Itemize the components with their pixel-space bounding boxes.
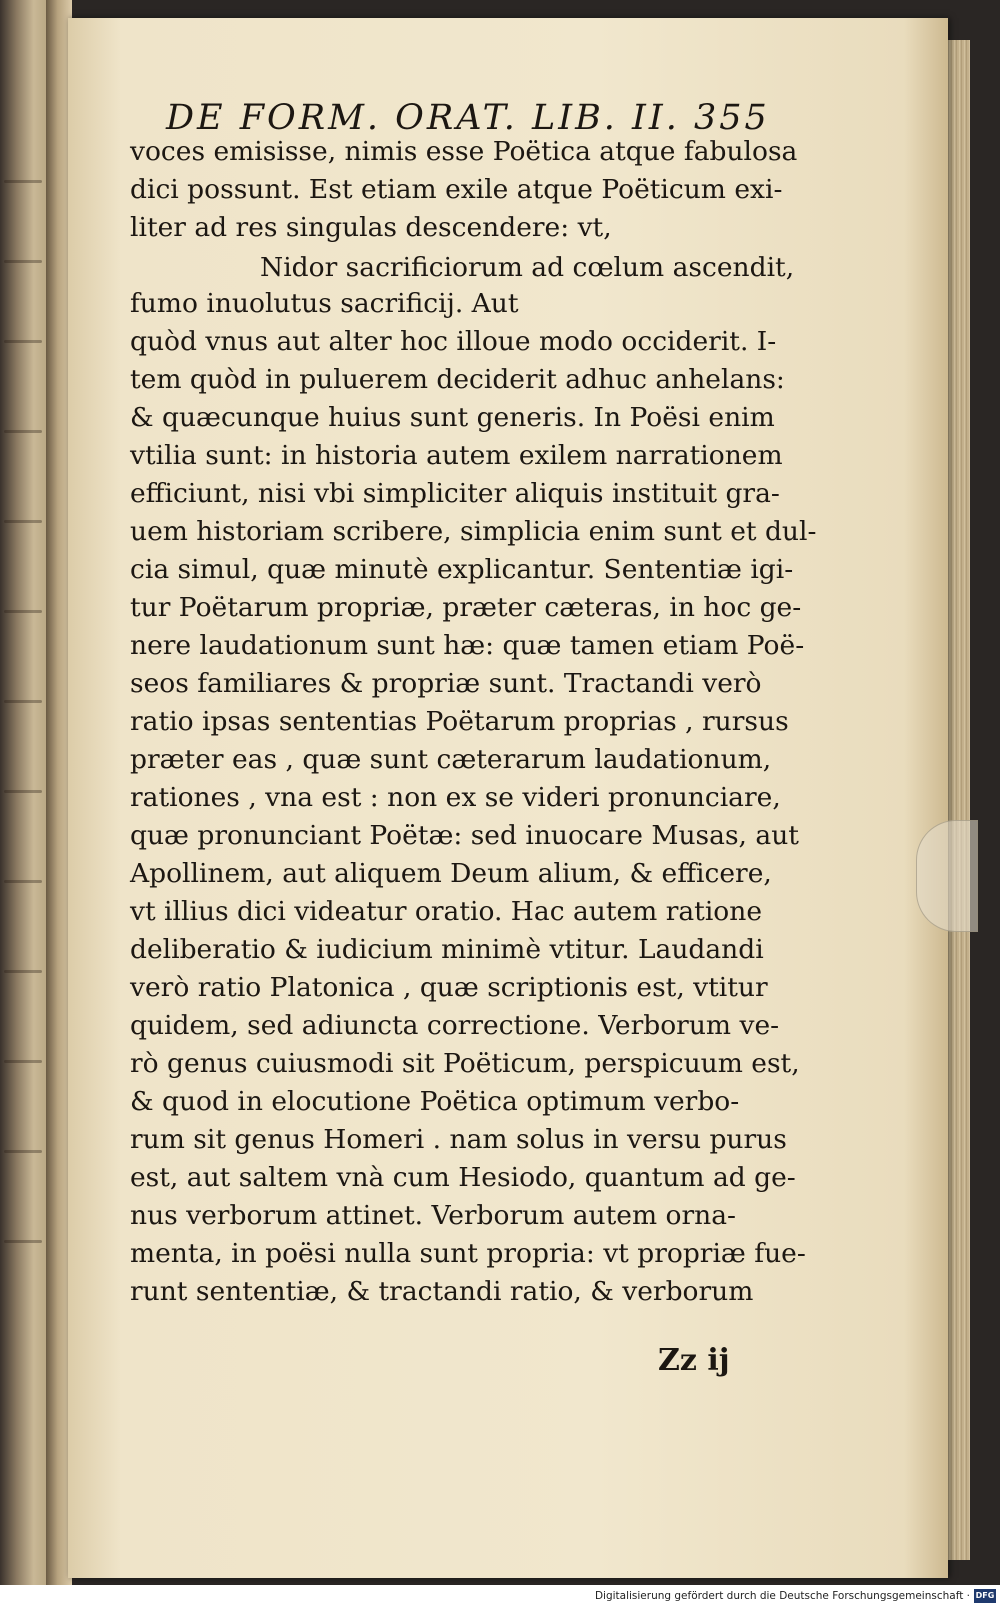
book-page bbox=[68, 18, 948, 1578]
text-line: tem quòd in puluerem deciderit adhuc anhelans: bbox=[130, 364, 785, 395]
page-tab-marker bbox=[916, 820, 978, 932]
verse-line: Nidor sacrificiorum ad cœlum ascendit, bbox=[260, 252, 795, 283]
text-line: nus verborum attinet. Verborum autem orna- bbox=[130, 1200, 736, 1231]
text-line: cia simul, quæ minutè explicantur. Sententiæ igi- bbox=[130, 554, 794, 585]
facing-page-edge bbox=[0, 0, 48, 1585]
text-line: & quod in elocutione Poëtica optimum verbo- bbox=[130, 1086, 740, 1117]
text-line: & quæcunque huius sunt generis. In Poësi enim bbox=[130, 402, 775, 433]
text-line: uem historiam scribere, simplicia enim sunt et dul- bbox=[130, 516, 817, 547]
text-line: seos familiares & propriæ sunt. Tractandi verò bbox=[130, 668, 762, 699]
text-line: vtilia sunt: in historia autem exilem narrationem bbox=[130, 440, 783, 471]
text-line: tur Poëtarum propriæ, præter cæteras, in hoc ge- bbox=[130, 592, 802, 623]
text-line: liter ad res singulas descendere: vt, bbox=[130, 212, 612, 243]
text-line: quòd vnus aut alter hoc illoue modo occiderit. I- bbox=[130, 326, 777, 357]
text-line: rò genus cuiusmodi sit Poëticum, perspicuum est, bbox=[130, 1048, 800, 1079]
text-line: fumo inuolutus sacrificij. Aut bbox=[130, 288, 519, 319]
dfg-logo-icon: DFG bbox=[974, 1589, 996, 1603]
text-line: nere laudationum sunt hæ: quæ tamen etiam Poë- bbox=[130, 630, 805, 661]
dfg-credit: Digitalisierung gefördert durch die Deutsche Forschungsgemeinschaft · bbox=[594, 1590, 970, 1602]
running-head: DE FORM. ORAT. LIB. II. 355 bbox=[166, 98, 770, 138]
text-line: Apollinem, aut aliquem Deum alium, & efficere, bbox=[130, 858, 772, 889]
text-line: voces emisisse, nimis esse Poëtica atque fabulosa bbox=[130, 136, 798, 167]
footer-bar bbox=[0, 1585, 1000, 1610]
text-line: deliberatio & iudicium minimè vtitur. Laudandi bbox=[130, 934, 764, 965]
text-line: runt sententiæ, & tractandi ratio, & verborum bbox=[130, 1276, 754, 1307]
text-line: menta, in poësi nulla sunt propria: vt propriæ fue- bbox=[130, 1238, 806, 1269]
signature-mark: Zz ij bbox=[658, 1343, 730, 1378]
text-line: dici possunt. Est etiam exile atque Poëticum exi- bbox=[130, 174, 783, 205]
text-line: præter eas , quæ sunt cæterarum laudationum, bbox=[130, 744, 772, 775]
text-line: quidem, sed adiuncta correctione. Verborum ve- bbox=[130, 1010, 780, 1041]
text-line: vt illius dici videatur oratio. Hac autem ratione bbox=[130, 896, 763, 927]
text-line: rum sit genus Homeri . nam solus in versu purus bbox=[130, 1124, 787, 1155]
page-stack-edge bbox=[948, 40, 970, 1560]
text-line: efficiunt, nisi vbi simpliciter aliquis instituit gra- bbox=[130, 478, 780, 509]
text-line: verò ratio Platonica , quæ scriptionis est, vtitur bbox=[130, 972, 768, 1003]
text-line: ratio ipsas sententias Poëtarum proprias , rursus bbox=[130, 706, 789, 737]
text-line: est, aut saltem vnà cum Hesiodo, quantum ad ge- bbox=[130, 1162, 796, 1193]
text-line: rationes , vna est : non ex se videri pronunciare, bbox=[130, 782, 781, 813]
text-line: quæ pronunciant Poëtæ: sed inuocare Musas, aut bbox=[130, 820, 799, 851]
